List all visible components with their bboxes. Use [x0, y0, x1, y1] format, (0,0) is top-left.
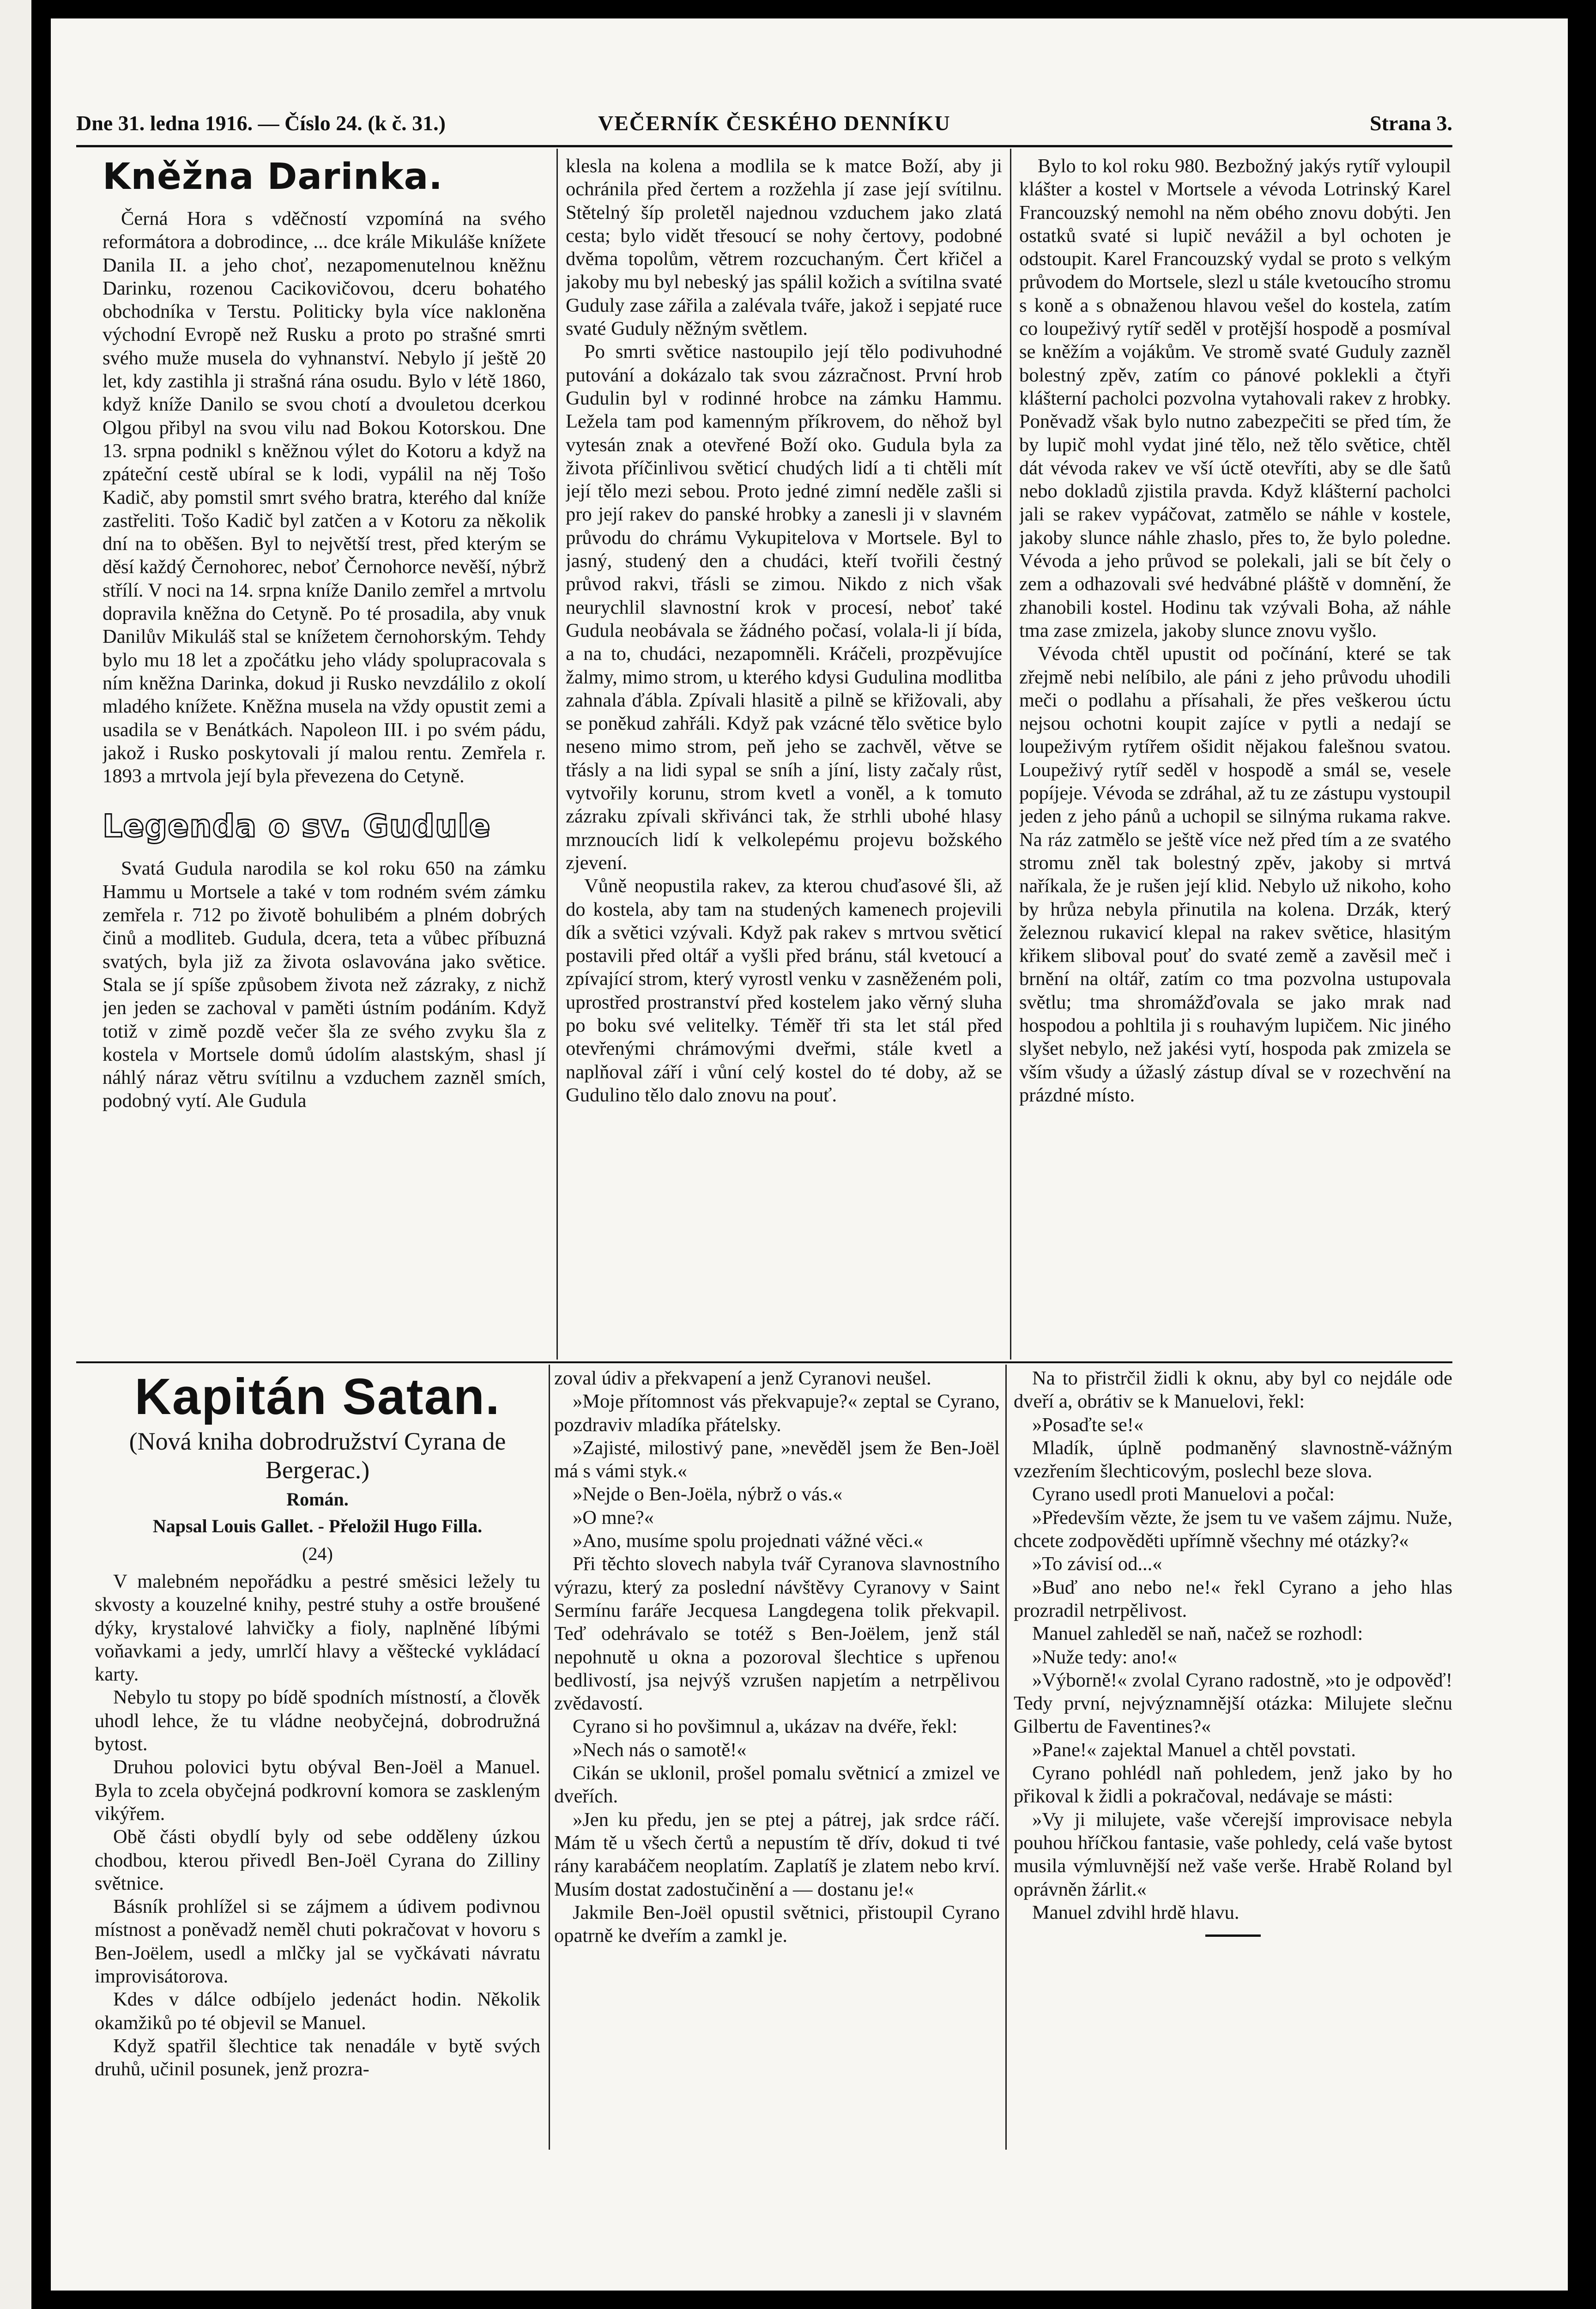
gudula-col3-paragraph: Vévoda chtěl upustit od počínání, které se tak zřejmě nebi nelíbilo, ale páni z jeho průvodu uhodili meči o podlahu a přísahali, že přes veškerou úctu nejsou ochotni koupit zajíce v pytli a nedají se loupeživým rytířem ošidit nějakou falešnou svatou. Loupeživý rytíř seděl v hospodě a smál se, vesele popíjeje. Vévoda se zdráhal, až tu ze zástupu vystoupil jeden z jeho pánů a uchopil se silnýma rukama rakve. Na ráz zatmělo se ještě více než před tím a ze svatého stromu zněl tak bolestný zpěv, jakoby si mrtvá naříkala, že je rušen její klid. Nebylo už nikoho, koho by hrůza nebyla přinutila na kolena. Drzák, který železnou rukavicí klepal na rakev světice, hlasitým křikem sliboval pouť do svaté země a zavěsil meč i brnění na oltář, zatím co tma pozvolna ustupovala světlu; tma shromážďovala se jako mrak nad hospodou a pohltila ji s rouhavým lupičem. Nic jiného slyšet nebylo, než jakési vytí, hospoda pak zmizela se vším všudy a úžaslý zástup díval se v rozechvění na prázdné místo.: [1019, 643, 1451, 1106]
kapitan-paragraph: »O mne?«: [573, 1506, 654, 1529]
darinka-title: Kněžna Darinka.: [103, 156, 443, 198]
kapitan-paragraph: »Jen ku předu, jen se ptej a pátrej, jak srdce ráčí. Mám tě u všech čertů a nepustím tě dřív, dokud ti tvé rány karabáčem neoplatím. Zaplatíš je zlatem nebo krví. Musím dostat zadostučinění a — dostanu je!«: [554, 1808, 1000, 1900]
header-rule: [76, 145, 1452, 147]
kapitan-paragraph: Obě části obydlí byly od sebe odděleny úzkou chodbou, kterou přivedl Ben-Joël Cyrana do Zilliny světnice.: [95, 1826, 540, 1894]
column-rule-2: [1010, 149, 1011, 1360]
kapitan-genre: Román.: [286, 1489, 349, 1510]
upper-column-3: [1019, 155, 1451, 1355]
section-divider: [76, 1361, 1452, 1363]
kapitan-paragraph: Cyrano si ho povšimnul a, ukázav na dvéře, řekl:: [573, 1716, 958, 1738]
gudula-title: Legenda o sv. Gudule: [103, 808, 491, 845]
column-rule-4: [1005, 1365, 1007, 2150]
darinka-paragraph: Černá Hora s vděčností vzpomíná na svého reformátora a dobrodince, ... dce krále Mikuláše knížete Danila II. a jeho choť, nezapomenutelnou kněžnu Darinku, rozenou Cacikovičovou, dceru bohatého obchodníka v Terstu. Politicky byla více nakloněna východní Evropě než Rusku a proto po strašné smrti svého muže musela do vyhnanství. Nebylo jí ještě 20 let, kdy zastihla ji strašná rána osudu. Bylo v létě 1860, když kníže Danilo se svou chotí a dvouletou dcerkou Olgou přibyl na svou vilu nad Bokou Kotorskou. Dne 13. srpna podnikl s kněžnou výlet do Kotoru a když na zpáteční cestě ubíral se k lodi, vypálil na něj Tošo Kadič, aby pomstil smrt svého bratra, kterého dal kníže zastřeliti. Tošo Kadič byl zatčen a v Kotoru za několik dní na to oběšen. Byl to největší trest, před kterým se děsí každý Černohorec, neboť Černohorce nevěší, nýbrž střílí. V noci na 14. srpna kníže Danilo zemřel a mrtvolu dopravila kněžna do Cetyně. Po té prosadila, aby vnuk Danilův Mikuláš stal se knížetem černohorským. Tehdy bylo mu 18 let a zpočátku jeho vlády spolupracovala s ním kněžna Darinka, dokud ji Rusko nevzdálilo z okolí mladého knížete. Kněžna musela na vždy opustit zemi a usadila se v Benátkách. Napoleon III. i po svém pádu, jakož i Rusko poskytovali jí malou rentu. Zemřela r. 1893 a mrtvola její byla převezena do Cetyně.: [103, 208, 546, 787]
kapitan-paragraph: »Především vězte, že jsem tu ve vašem zájmu. Nuže, chcete zodpověděti upřímně všechny mé otázky?«: [1014, 1506, 1452, 1552]
gudula-col2-paragraph: klesla na kolena a modlila se k matce Boží, aby ji ochránila před čertem a rozžehla jí zase její svítilnu. Stětelný šíp proletěl najednou vzduchem jako zlatá cesta; bylo vidět třesoucí se nohy čertovy, podobné dvěma topolům, větrem rozcuchaným. Čert křičel a jakoby mu byl nebeský jas spálil kožich a svítilna svaté Guduly zase zářila a zalévala tváře, jakož i sepjaté ruce svaté Guduly něžným světlem.: [566, 155, 1002, 340]
gudula-article-end: [1019, 155, 1451, 1107]
kapitan-paragraph: »Nejde o Ben-Joëla, nýbrž o vás.«: [573, 1483, 843, 1505]
upper-column-1: [103, 155, 546, 1355]
darinka-article: [103, 207, 546, 788]
kapitan-paragraph: Při těchto slovech nabyla tvář Cyranova slavnostního výrazu, který za poslední návštěvy Cyranovy v Saint Sermínu faráře Jecquesa Langdegena tolik překvapil. Teď odehrávalo se totéž s Ben-Joëlem, jenž stál nepohnutě u okna a pozoroval šlechtice s upřenou bedlivostí, jsa nejvýš vzrušen napjetím a netrpělivou zvědavostí.: [554, 1553, 1000, 1715]
page-header: [76, 111, 1452, 143]
gudula-col3-paragraph: Bylo to kol roku 980. Bezbožný jakýs rytíř vyloupil klášter a kostel v Mortsele a vévoda Lotrinský Karel Francouzský nemohl na něm obého znovu dobýti. Jen ostatků svaté si lupič nevážil a byl ochoten je odstoupit. Karel Francouzský vydal se proto s velkým průvodem do Mortsele, slezl u stále kvetoucího stromu s koně a s obnaženou hlavou vešel do kostela, zatím co loupeživý rytíř seděl v protější hospodě a posmíval se kněžím a vojákům. Ve stromě svaté Guduly zazněl bolestný zpěv, zatím co pánové poklekli a čtyři klášterní pacholci pozvolna vytahovali rakev z hrobky. Poněvadž však bylo nutno zabezpečiti se před tím, že by lupič mohl vydat jiné tělo, než tělo světice, chtěl dát vévoda rakev ve vší úctě otevříti, aby se dle šatů nebo dokladů zjistila pravda. Když klášterní pacholci jali se rakev vypáčovat, zatmělo se náhle v kostele, jakoby slunce náhle zhaslo, přes to, že bylo poledne. Vévoda a jeho průvod se polekali, jali se bít čely o zem a odhazovali své hedvábné pláště v domnění, že zhanobili kostel. Hodinu tak vzývali Boha, až náhle tma zase zmizela, jakoby slunce znovu vyšlo.: [1019, 155, 1451, 641]
kapitan-title: Kapitán Satan.: [134, 1368, 501, 1425]
kapitan-paragraph: Manuel zdvihl hrdě hlavu.: [1032, 1901, 1239, 1923]
kapitan-paragraph: Druhou polovici bytu obýval Ben-Joël a Manuel. Byla to zcela obyčejná podkrovní komora se zaskleným vikýřem.: [95, 1756, 540, 1825]
kapitan-paragraph: »Výborně!« zvolal Cyrano radostně, »to je odpověď! Tedy první, nejvýznamnější otázka: Milujete slečnu Gilbertu de Faventines?«: [1014, 1669, 1452, 1738]
lower-column-2: [554, 1367, 1000, 2152]
adjacent-page-edge: [0, 0, 31, 2309]
end-mark: [1205, 1934, 1261, 1937]
column-rule-1: [556, 149, 558, 1360]
kapitan-paragraph: »Buď ano nebo ne!« řekl Cyrano a jeho hlas prozradil netrpělivost.: [1014, 1576, 1452, 1621]
kapitan-paragraph: »Ano, musíme spolu projednati vážné věci.«: [573, 1530, 923, 1552]
kapitan-installment: (24): [302, 1543, 333, 1564]
kapitan-credits: Napsal Louis Gallet. - Přeložil Hugo Filla.: [152, 1516, 483, 1536]
lower-column-1: [95, 1367, 540, 2152]
kapitan-paragraph: Jakmile Ben-Joël opustil světnici, přistoupil Cyrano opatrně ke dveřím a zamkl je.: [554, 1901, 1000, 1947]
kapitan-paragraph: »Vy ji milujete, vaše včerejší improvisace nebyla pouhou hříčkou fantasie, vaše pohledy, celá vaše bytost musila výmluvnější než vaše verše. Hrabě Roland byl oprávněn žárlit.«: [1014, 1808, 1452, 1900]
gudula-paragraph: Svatá Gudula narodila se kol roku 650 na zámku Hammu u Mortsele a také v tom rodném svém zámku zemřela r. 712 po životě bohulibém a plném dobrých činů a modliteb. Gudula, dcera, teta a vůbec příbuzná svatých, byla již za života oslavována jako světice. Stala se jí spíše způsobem života než zázraky, z nichž jen jeden se zachoval v paměti ústním podáním. Když totiž v zimě pozdě večer šla ze svého zvyku šla z kostela v Mortsele domů údolím alastským, shasl jí náhlý náraz větru svítilnu a vzduchem zazněl smích, podobný vytí. Ale Gudula: [103, 858, 546, 1112]
kapitan-text-col3: [1014, 1367, 1452, 1937]
kapitan-subtitle: (Nová kniha dobrodružství Cyrana de Bergerac.): [129, 1427, 506, 1484]
kapitan-paragraph: Cikán se uklonil, prošel pomalu světnicí a zmizel ve dveřích.: [554, 1762, 1000, 1807]
kapitan-paragraph: Cyrano pohlédl naň pohledem, jenž jako by ho přikoval k židli a pokračoval, nedávaje se másti:: [1014, 1762, 1452, 1807]
kapitan-text-col2: [554, 1367, 1000, 1947]
kapitan-paragraph: »Posaďte se!«: [1032, 1414, 1144, 1436]
kapitan-paragraph: »Zajisté, milostivý pane, »nevěděl jsem že Ben-Joël má s vámi styk.«: [554, 1437, 1000, 1482]
kapitan-paragraph: Kdes v dálce odbíjelo jedenáct hodin. Několik okamžiků po té objevil se Manuel.: [95, 1989, 540, 2034]
kapitan-paragraph: Na to přistrčil židli k oknu, aby byl co nejdále ode dveří a, obrátiv se k Manuelovi, řekl:: [1014, 1367, 1452, 1413]
column-rule-3: [549, 1365, 550, 2150]
upper-column-2: [566, 155, 1002, 1355]
kapitan-paragraph: Nebylo tu stopy po bídě spodních místností, a člověk uhodl lehce, že tu vládne neobyčejná, dobrodružná bytost.: [95, 1686, 540, 1755]
gudula-col2-paragraph: Vůně neopustila rakev, za kterou chuďasové šli, až do kostela, aby tam na studených kamenech projevili dík a světici vzývali. Když pak rakev s mrtvou světicí postavili před oltář a vyšli před bránu, stál kvetoucí a zpívající strom, který vyrostl venku v zasněženém poli, uprostřed prostranství před kostelem jako věrný sluha po boku své velitelky. Téměř tři sta let stál před otevřenými chrámovými dveřmi, stále kvetl a naplňoval září i vůní celý kostel do té doby, až se Gudulino tělo dalo znovu na pouť.: [566, 875, 1002, 1106]
kapitan-paragraph: »Pane!« zajektal Manuel a chtěl povstati.: [1032, 1739, 1356, 1761]
kapitan-paragraph: Mladík, úplně podmaněný slavnostně-vážným vzezřením šlechticovým, poslechl beze slova.: [1014, 1437, 1452, 1482]
kapitan-paragraph: »Moje přítomnost vás překvapuje?« zeptal se Cyrano, pozdraviv mladíka přátelsky.: [554, 1390, 1000, 1436]
gudula-article-continued: [566, 155, 1002, 1107]
kapitan-paragraph: Cyrano usedl proti Manuelovi a počal:: [1032, 1483, 1335, 1505]
issue-date: Dne 31. ledna 1916. — Číslo 24. (k č. 31.): [76, 111, 446, 135]
kapitan-paragraph: Když spatřil šlechtice tak nenadále v bytě svých druhů, učinil posunek, jenž prozra-: [95, 2035, 540, 2080]
kapitan-text-col1: [95, 1570, 540, 2081]
gudula-col2-paragraph: Po smrti světice nastoupilo její tělo podivuhodné putování a dokázalo tak svou zázračnost. První hrob Gudulin byl v rodinné hrobce na zámku Hammu. Ležela tam pod kamenným příkrovem, do něhož byl vytesán znak a otevřené Boží oko. Gudula byla za života příčinlivou světicí chudých lidí a ti chtěli mít její tělo mezi sebou. Proto jedné zimní neděle zašli si pro její rakev do panské hrobky a zanesli ji v slavném průvodu do chrámu Vykupitelova v Mortsele. Byl to jasný, studený den a chudáci, kteří tvořili čestný průvod rakvi, třásli se zimou. Nikdo z nich však neurychlil slavnostní krok v procesí, neboť také Gudula neobávala se žádného počasí, volala-li jí bída, a na to, chudáci, nezapomněli. Kráčeli, prozpěvujíce žalmy, mimo strom, u kterého kdysi Gudulina modlitba zahnala ďábla. Zpívali hlasitě a pilně se křižovali, aby se poněkud zahřáli. Když pak vzácné tělo světice bylo neseno mimo strom, peň jeho se zachvěl, větve se třásly a na lidi sypal se sníh a jíní, listy začaly růst, vytvořily korunu, strom kvetl a voněl, a k tomuto zázraku zpívali skřivánci tak, že strhli ubohé hlasy mrznoucích lidí k velkolepému projevu božského zjevení.: [566, 341, 1002, 874]
kapitan-paragraph: V malebném nepořádku a pestré směsici ležely tu skvosty a kouzelné knihy, pestré stuhy a ostře broušené dýky, krystalové lahvičky a fioly, naplněné líbými voňavkami a jedy, umrlčí hlavy a věštecké vykládací karty.: [95, 1571, 540, 1686]
lower-column-3: [1014, 1367, 1452, 2152]
kapitan-paragraph: Manuel zahleděl se naň, načež se rozhodl:: [1032, 1623, 1363, 1645]
kapitan-paragraph: »Nech nás o samotě!«: [573, 1739, 747, 1761]
kapitan-paragraph: Básník prohlížel si se zájmem a údivem podivnou místnost a poněvadž neměl chuti pokračovat v hovoru s Ben-Joëlem, usedl a mlčky jal se vyčkávati návratu improvisátorova.: [95, 1896, 540, 1988]
gudula-article-start: [103, 857, 546, 1112]
kapitan-paragraph: »To závisí od...«: [1032, 1553, 1162, 1575]
page-number: Strana 3.: [1370, 111, 1452, 135]
kapitan-paragraph: zoval údiv a překvapení a jenž Cyranovi neušel.: [554, 1367, 931, 1389]
kapitan-paragraph: »Nuže tedy: ano!«: [1032, 1646, 1177, 1668]
masthead: VEČERNÍK ČESKÉHO DENNÍKU: [598, 111, 951, 135]
